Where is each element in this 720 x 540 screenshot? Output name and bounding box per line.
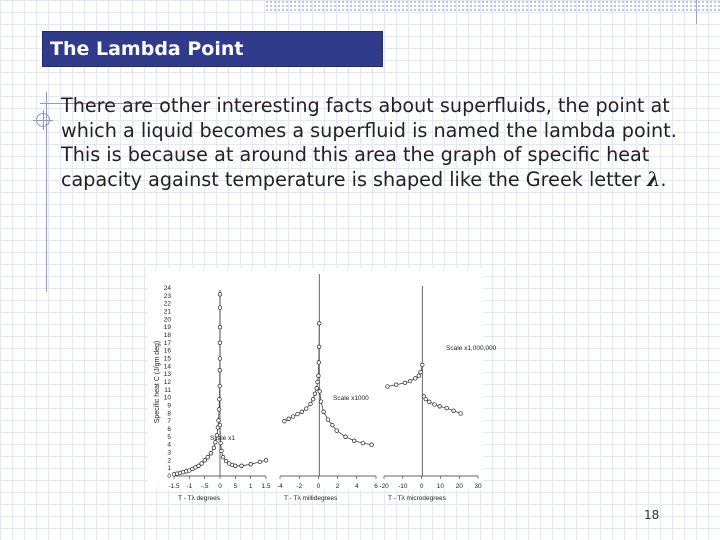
data-point — [264, 459, 268, 463]
data-point — [283, 419, 287, 423]
y-axis-label: Specific heat C (J/gm deg) — [154, 340, 161, 424]
data-point — [331, 423, 335, 427]
x-tick-label: 1 — [248, 483, 253, 490]
data-point — [287, 417, 291, 421]
data-point — [313, 392, 317, 396]
x-tick-label: -20 — [379, 483, 389, 490]
data-point — [206, 455, 210, 459]
x-tick-label: 30 — [474, 483, 482, 490]
x-axis-label: T - Tλ degrees — [178, 495, 221, 502]
x-tick-label: 4 — [354, 483, 359, 490]
data-point — [459, 412, 463, 416]
x-tick-label: -10 — [398, 483, 408, 490]
data-point — [218, 397, 222, 401]
data-point — [218, 369, 222, 373]
data-point — [291, 415, 295, 419]
lambda-symbol: λ — [646, 167, 661, 191]
data-point — [218, 325, 222, 329]
data-point — [318, 322, 322, 326]
data-point — [218, 293, 222, 297]
page-number: 18 — [644, 508, 660, 522]
data-point — [424, 397, 428, 401]
lambda-point-figure — [148, 268, 497, 502]
data-point — [370, 443, 374, 447]
data-point — [300, 410, 304, 414]
x-tick-label: -1.5 — [168, 483, 180, 490]
y-tick-label: 13 — [163, 371, 171, 379]
y-tick-label: 20 — [163, 316, 171, 324]
data-point — [318, 390, 322, 394]
data-point — [445, 406, 449, 410]
y-tick-label: 24 — [163, 285, 171, 292]
crosshair-icon — [36, 113, 50, 127]
data-point — [217, 408, 221, 412]
data-point — [218, 384, 222, 388]
scale-annotation: Scale x1 — [210, 435, 235, 442]
data-point — [217, 419, 221, 423]
data-point — [361, 441, 365, 445]
data-point — [417, 374, 421, 378]
data-point — [419, 370, 423, 374]
data-point — [309, 402, 313, 406]
data-point — [433, 403, 437, 407]
y-tick-label: 3 — [167, 449, 171, 457]
data-point — [403, 381, 407, 385]
y-tick-label: 8 — [167, 410, 171, 418]
y-tick-label: 17 — [163, 339, 171, 347]
x-tick-label: 0 — [316, 483, 321, 490]
slide-title: The Lambda Point — [42, 31, 383, 67]
scale-annotation: Scale x1,000,000 — [446, 345, 497, 352]
corner-rule — [696, 0, 697, 24]
data-point — [218, 306, 222, 310]
x-tick-label: 2 — [335, 483, 340, 490]
data-point — [421, 363, 425, 367]
data-point — [352, 439, 356, 443]
data-point — [414, 377, 418, 381]
slide-body-text — [61, 94, 701, 192]
y-tick-label: 23 — [163, 292, 171, 300]
y-tick-label: 4 — [167, 441, 171, 449]
x-tick-label: 10 — [436, 483, 445, 490]
data-point — [212, 446, 216, 450]
y-tick-label: 9 — [167, 402, 171, 410]
data-point — [428, 400, 432, 404]
y-tick-label: 14 — [163, 363, 171, 371]
data-point — [322, 410, 326, 414]
data-point — [221, 455, 225, 459]
y-tick-label: 22 — [163, 300, 171, 308]
scale-annotation: Scale x1000 — [333, 395, 369, 402]
x-tick-label: 0 — [218, 483, 222, 490]
x-axis-label: T - Tλ microdegrees — [388, 495, 446, 502]
x-tick-label: 6 — [374, 483, 378, 490]
paragraph-text: There are other interesting facts about superfluids, the point at which a liquid becomes a superfluid is named the lambda point. This is because at around this area the graph of specific heat capacity against temperature is shaped like the Greek letter — [61, 94, 677, 191]
y-tick-label: 11 — [164, 386, 171, 394]
y-tick-label: 10 — [163, 394, 171, 402]
data-point — [200, 462, 204, 466]
curve-left — [284, 323, 319, 421]
data-point — [317, 374, 321, 378]
y-tick-label: 18 — [163, 332, 171, 339]
x-tick-label: 1.5 — [261, 483, 271, 490]
y-tick-label: 5 — [167, 433, 171, 441]
y-tick-label: 2 — [167, 457, 171, 465]
x-tick-label: -.5 — [200, 483, 209, 490]
data-point — [218, 357, 222, 361]
y-tick-label: 15 — [163, 355, 171, 363]
data-point — [296, 412, 300, 416]
data-point — [224, 459, 228, 463]
x-tick-label: -2 — [296, 483, 303, 490]
x-tick-label: -1 — [186, 483, 193, 490]
data-point — [249, 463, 253, 467]
x-axis-label: T - Tλ millidegrees — [284, 495, 338, 502]
data-point — [452, 409, 456, 413]
data-point — [220, 449, 224, 453]
data-point — [438, 405, 442, 409]
top-dotted-band — [265, 0, 720, 12]
specific-heat-chart — [148, 268, 497, 502]
y-tick-label: 12 — [163, 379, 171, 386]
y-tick-label: 21 — [163, 308, 171, 316]
data-point — [326, 418, 330, 422]
data-point — [316, 380, 320, 384]
data-point — [209, 452, 213, 456]
lambda-period: . — [660, 167, 667, 191]
x-tick-label: -4 — [277, 483, 283, 490]
y-tick-label: 16 — [163, 347, 171, 355]
data-point — [311, 397, 315, 401]
data-point — [315, 387, 319, 391]
y-tick-label: 0 — [167, 473, 171, 480]
y-tick-label: 7 — [167, 418, 171, 426]
y-tick-label: 1 — [167, 465, 171, 473]
data-point — [203, 459, 207, 463]
data-point — [234, 464, 238, 468]
data-point — [218, 423, 222, 427]
data-point — [335, 429, 339, 433]
x-tick-label: 5 — [233, 483, 238, 490]
data-point — [317, 345, 321, 349]
x-tick-label: 0 — [419, 483, 424, 490]
data-point — [344, 435, 348, 439]
data-point — [394, 383, 398, 387]
data-point — [258, 460, 262, 464]
y-tick-label: 19 — [163, 324, 171, 332]
data-point — [304, 407, 308, 411]
data-point — [317, 361, 321, 365]
data-point — [240, 464, 244, 468]
data-point — [218, 341, 222, 345]
x-tick-label: 20 — [455, 483, 463, 490]
y-tick-label: 6 — [167, 426, 171, 433]
data-point — [386, 385, 390, 389]
data-point — [319, 400, 323, 404]
data-point — [408, 379, 412, 383]
